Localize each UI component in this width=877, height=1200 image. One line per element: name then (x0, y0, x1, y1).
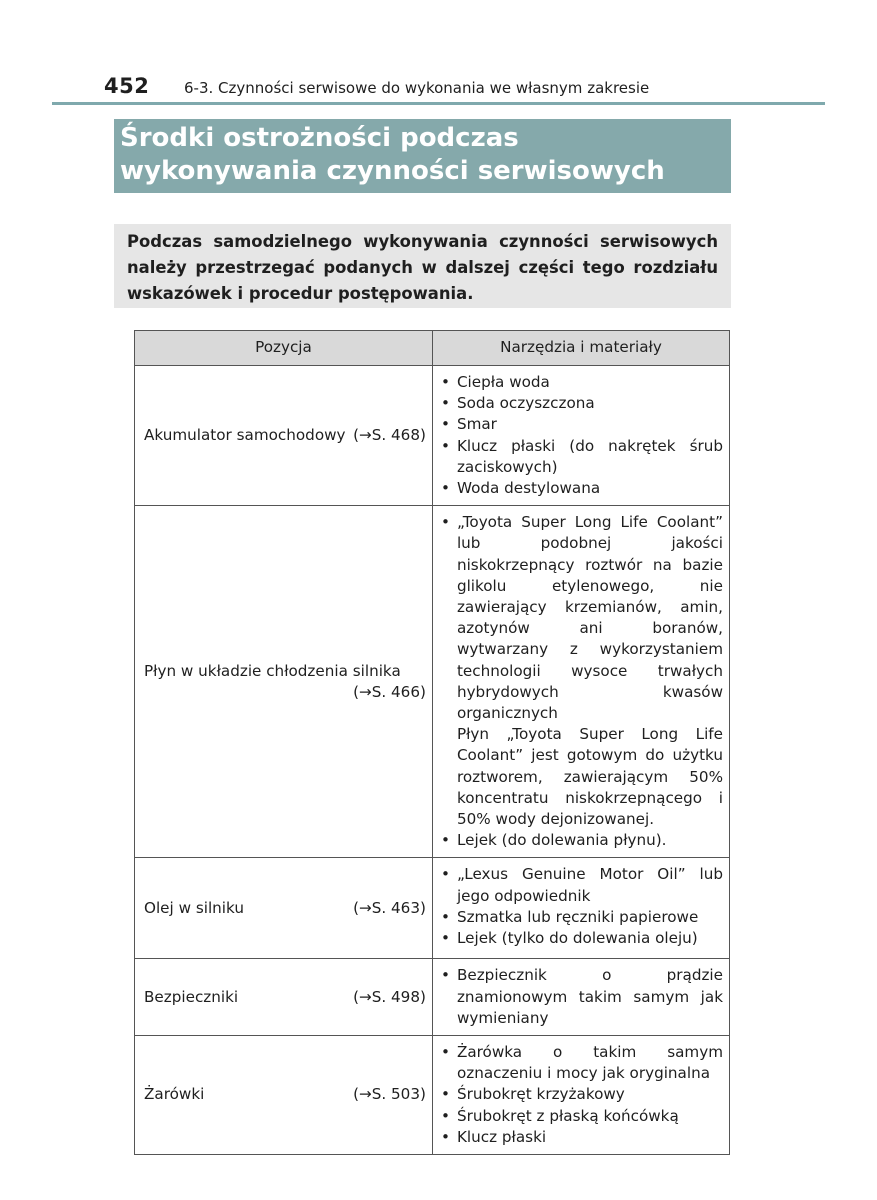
list-item: • Lejek (tylko do dolewania oleju) (441, 928, 723, 949)
coolant-spec: • „Toyota Super Long Life Coolant” lub podobnej jakości niskokrzepnący roztwór na bazie glikolu etylenowego, nie zawierający krzemianów, amin, azotynów ani boranów, wytwarzany z wykorzystaniem technologii wysoce trwałych hybrydowych kwasów organicznych (456, 513, 723, 723)
list-item: • Woda destylowana (441, 478, 723, 499)
column-header-tools: Narzędzia i materiały (432, 331, 729, 366)
page-number: 452 (104, 74, 150, 98)
materials-cell (432, 858, 729, 959)
list-item (441, 512, 723, 724)
table-row (135, 1036, 730, 1155)
page-reference: (→S. 503) (353, 1085, 426, 1104)
column-header-position: Pozycja (135, 331, 433, 366)
table-row (135, 858, 730, 959)
materials-cell (432, 506, 729, 858)
list-item: • Żarówka o takim samym oznaczeniu i mocy jak oryginalna (441, 1042, 723, 1084)
position-cell (135, 858, 433, 959)
page-reference: (→S. 463) (353, 898, 426, 917)
list-item: • Bezpiecznik o prądzie znamionowym takim samym jak wymieniany (441, 965, 723, 1029)
table-header-row (135, 331, 730, 366)
intro-paragraph: Podczas samodzielnego wykonywania czynności serwisowych należy przestrzegać podanych w dalszej części tego rozdziału wskazówek i procedur postępowania. (114, 224, 731, 308)
coolant-note: Płyn „Toyota Super Long Life Coolant” jest gotowym do użytku roztworem, zawierającym 50% koncentratu niskokrzepnącego i 50% wody dejonizowanej. (456, 725, 723, 829)
list-item: • Klucz płaski (441, 1127, 723, 1148)
table-row (135, 366, 730, 506)
position-cell (135, 366, 433, 506)
list-item: • Lejek (do dolewania płynu). (441, 830, 723, 851)
header-divider (52, 102, 825, 105)
materials-cell (432, 366, 729, 506)
list-item: • Szmatka lub ręczniki papierowe (441, 907, 723, 928)
position-cell (135, 959, 433, 1036)
tools-table (134, 330, 730, 1155)
list-item: • Ciepła woda (441, 372, 723, 393)
page-reference: (→S. 466) (353, 682, 426, 701)
page-header (104, 74, 824, 102)
position-cell (135, 1036, 433, 1155)
position-cell (135, 506, 433, 858)
section-title: Środki ostrożności podczas wykonywania czynności serwisowych (114, 119, 731, 193)
list-item: • „Lexus Genuine Motor Oil” lub jego odpowiednik (441, 864, 723, 906)
list-item: • Klucz płaski (do nakrętek śrub zaciskowych) (441, 436, 723, 478)
list-item: • Śrubokręt z płaską końcówką (441, 1106, 723, 1127)
list-item: • Śrubokręt krzyżakowy (441, 1084, 723, 1105)
materials-cell (432, 1036, 729, 1155)
position-label: Płyn w układzie chłodzenia silnika (144, 661, 401, 680)
page-reference: (→S. 468) (353, 426, 426, 444)
position-label: Bezpieczniki (144, 987, 239, 1006)
position-label: Żarówki (144, 1085, 205, 1104)
table-row (135, 959, 730, 1036)
position-label: Olej w silniku (144, 898, 244, 917)
materials-cell (432, 959, 729, 1036)
position-label: Akumulator samochodowy (144, 426, 346, 444)
list-item: • Soda oczyszczona (441, 393, 723, 414)
table-row (135, 506, 730, 858)
list-item: • Smar (441, 414, 723, 435)
section-path: 6-3. Czynności serwisowe do wykonania we własnym zakresie (184, 79, 650, 97)
page-reference: (→S. 498) (353, 987, 426, 1006)
